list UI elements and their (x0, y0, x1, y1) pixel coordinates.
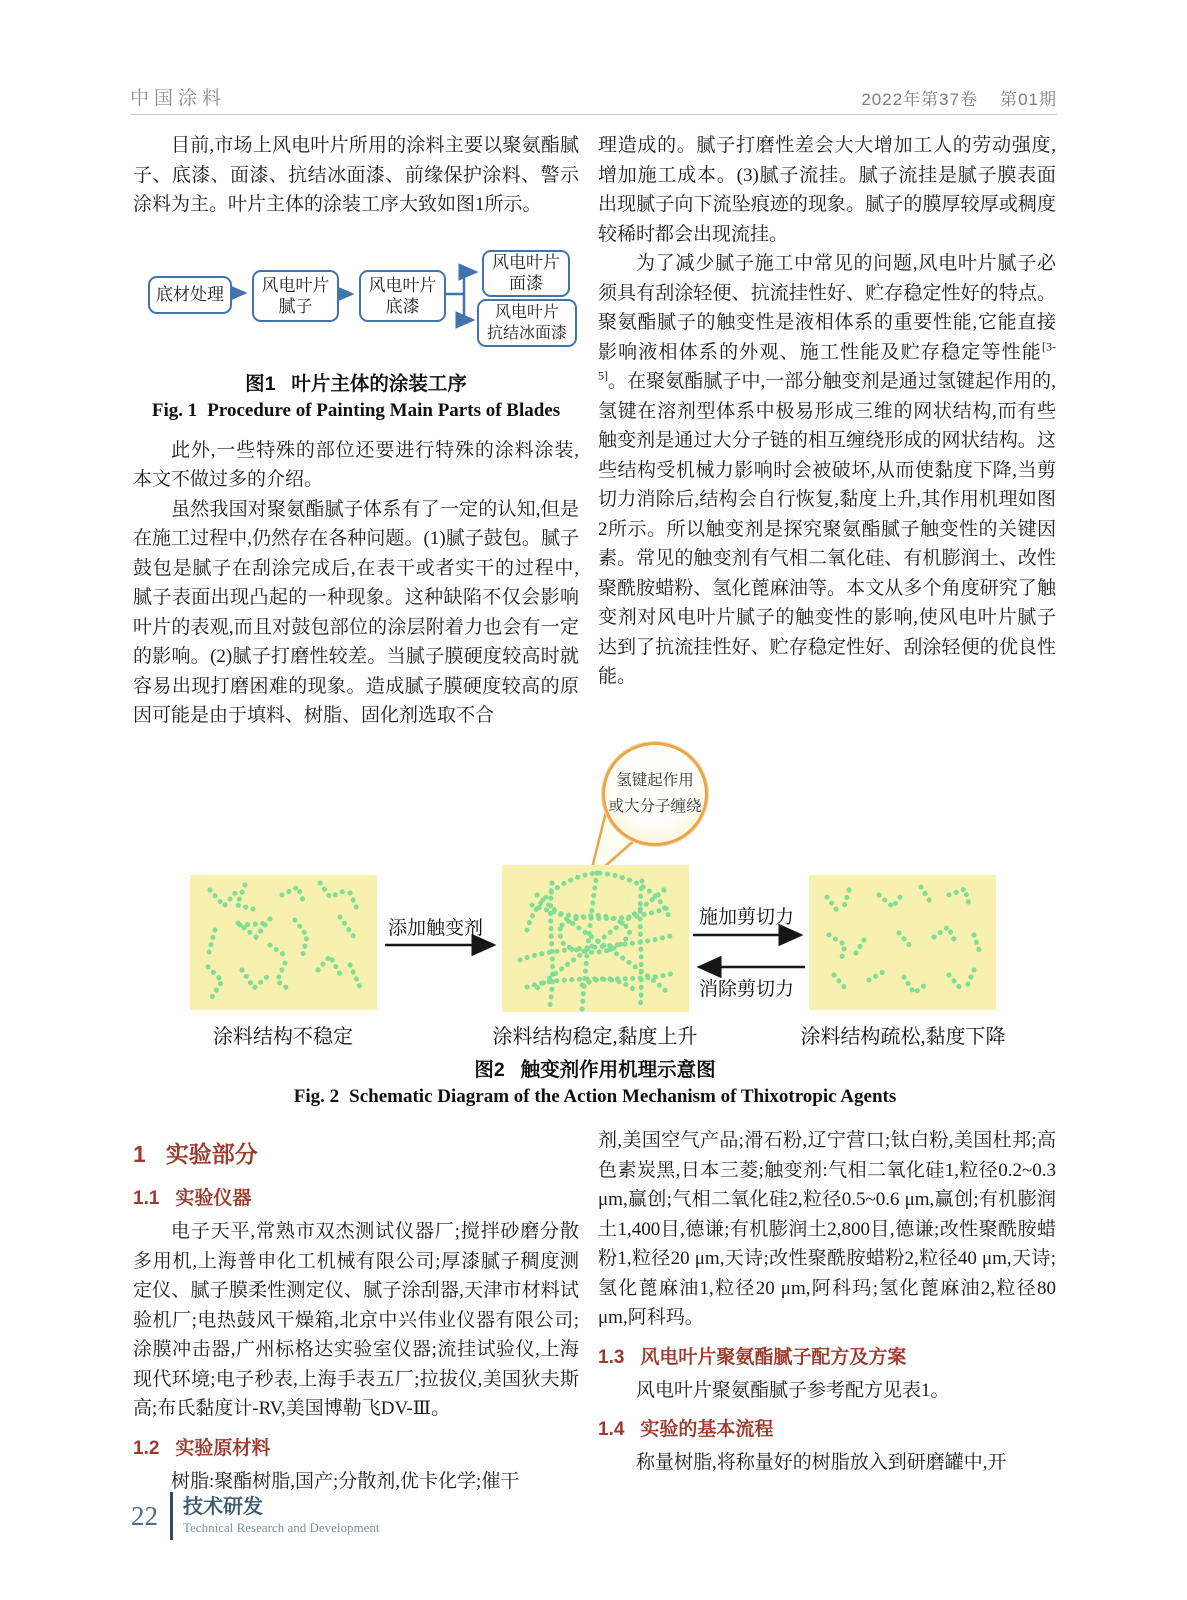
section-heading-1 (133, 1136, 579, 1169)
page-header (130, 84, 1057, 115)
box-label-stable: 涂料结构稳定,黏度上升 (492, 1026, 698, 1048)
journal-name: 中国涂料 (130, 88, 227, 109)
issue-info (861, 85, 1057, 114)
footer-divider-bar (170, 1492, 173, 1540)
section-heading-1-3 (598, 1342, 1056, 1369)
figure2-block (133, 722, 1057, 1108)
structure-box-unstable (190, 875, 377, 1010)
right-column (598, 131, 1056, 692)
section-heading-1-2 (133, 1433, 579, 1460)
arrow-label-remove-shear: 消除剪切力 (698, 979, 794, 1000)
paragraph: 此外,一些特殊的部位还要进行特殊的涂料涂装,本文不做过多的介绍。 (133, 439, 579, 490)
polymer-chains-unstable-illustration (190, 875, 377, 1010)
structure-box-loose (809, 875, 996, 1010)
paragraph (598, 249, 1056, 692)
flow-box-topcoat (482, 250, 570, 297)
arrow-label-apply-shear: 施加剪切力 (698, 907, 794, 928)
page-number: 22 (131, 1500, 158, 1531)
figure1-title-en: Procedure of Painting Main Parts of Blades (207, 399, 561, 421)
flow-box-label: 风电叶片 (368, 275, 437, 295)
figure1-caption-zh (133, 368, 579, 396)
page-footer (131, 1492, 380, 1540)
left-column (133, 131, 579, 731)
figure2-caption-zh (133, 1054, 1057, 1082)
box-label-loose: 涂料结构疏松,黏度下降 (800, 1026, 1006, 1048)
figure1-number-en: Fig. 1 (151, 399, 198, 421)
figure2-number: 图2 (474, 1059, 505, 1081)
flow-box-label: 腻子 (278, 296, 313, 316)
section-title: 实验部分 (165, 1141, 258, 1167)
figure2-number-en: Fig. 2 (293, 1086, 340, 1107)
box-label-unstable: 涂料结构不稳定 (213, 1026, 353, 1048)
paragraph: 剂,美国空气产品;滑石粉,辽宁营口;钛白粉,美国杜邦;高色素炭黑,日本三菱;触变剂:气相二氧化硅1,粒径0.2~0.3 μm,赢创;气相二氧化硅2,粒径0.5~0.6 μm,赢创;有机膨润土1,400目,德谦;有机膨润土2,800目,德谦;改性聚酰胺蜡粉1,粒径20 μm,天诗;改性聚酰胺蜡粉2,粒径40 μm,天诗;氢化蓖麻油1,粒径20 μm,阿科玛;氢化蓖麻油2,粒径80 μm,阿科玛。 (598, 1130, 1056, 1328)
issue-volume: 2022年第37卷 (861, 90, 979, 109)
callout-line1: 氢键起作用 (616, 772, 694, 789)
section-heading-1-1 (133, 1183, 579, 1210)
flow-box-label: 底材处理 (156, 285, 224, 304)
figure2-title-en: Schematic Diagram of the Action Mechanism of Thixotropic Agents (349, 1086, 897, 1107)
section-number: 1.2 (133, 1437, 160, 1459)
section-number: 1.3 (598, 1346, 625, 1368)
paragraph: 称量树脂,将称量好的树脂放入到研磨罐中,开 (636, 1452, 1007, 1473)
arrow-label-add-thixotrope: 添加触变剂 (387, 918, 483, 939)
paragraph: 电子天平,常熟市双杰测试仪器厂;搅拌砂磨分散多用机,上海普申化工机械有限公司;厚漆腻子稠度测定仪、腻子膜柔性测定仪、腻子涂刮器,天津市材料试验机厂;电热鼓风干燥箱,北京中兴伟业仪器有限公司;涂膜冲击器,广州标格达实验室仪器;流挂试验仪,上海现代环境;电子秒表,上海手表五厂;拉拔仪,美国狄夫斯高;布氏黏度计-RV,美国博勒飞DV-Ⅲ。 (133, 1221, 579, 1419)
citation-superscript: [3-5] (598, 339, 1056, 383)
flow-box-putty (252, 270, 339, 322)
figure1-caption-en (133, 400, 579, 422)
flow-box-label: 风电叶片 (494, 303, 559, 321)
paragraph: 理造成的。腻子打磨性差会大大增加工人的劳动强度,增加施工成本。(3)腻子流挂。腻子流挂是腻子膜表面出现腻子向下流坠痕迹的现象。腻子的膜厚较厚或稠度较稀时都会出现流挂。 (598, 135, 1056, 245)
figure2-schematic (133, 722, 1057, 1052)
flow-box-label: 底漆 (385, 296, 420, 316)
paragraph: 树脂:聚酯树脂,国产;分散剂,优卡化学;催干 (171, 1470, 520, 1492)
paragraph-text: 为了减少腻子施工中常见的问题,风电叶片腻子必须具有刮涂轻便、抗流挂性好、贮存稳定性好的特点。聚氨酯腻子的触变性是液相体系的重要性能,它能直接影响液相体系的外观、施工性能及贮存稳定等性能 (598, 253, 1056, 363)
flow-box-substrate (148, 276, 232, 314)
callout-bubble (602, 742, 708, 846)
figure1-title: 叶片主体的涂装工序 (291, 372, 467, 395)
flow-box-label: 风电叶片 (261, 275, 330, 295)
figure1-number: 图1 (245, 372, 276, 395)
section-number: 1 (133, 1141, 146, 1167)
footer-department-zh: 技术研发 (183, 1496, 263, 1518)
footer-department (183, 1495, 380, 1537)
section-title: 实验原材料 (175, 1437, 271, 1459)
section-right-column (598, 1126, 1056, 1478)
polymer-network-illustration (502, 865, 689, 1012)
section-number: 1.4 (598, 1419, 625, 1440)
section-left-column (133, 1126, 579, 1496)
structure-box-stable (502, 865, 689, 1012)
figure2-caption-en (133, 1086, 1057, 1108)
figure1-flowchart (133, 246, 579, 356)
flow-box-anti-icing (477, 299, 577, 347)
callout-line2: 或大分子缠绕 (608, 798, 702, 815)
section-title: 实验仪器 (175, 1188, 252, 1209)
issue-number: 第01期 (1000, 90, 1057, 109)
section-number: 1.1 (133, 1188, 160, 1209)
flow-box-label: 面漆 (509, 274, 543, 293)
flow-box-label: 抗结冰面漆 (486, 324, 567, 342)
footer-department-en: Technical Research and Development (183, 1520, 380, 1535)
flow-box-label: 风电叶片 (492, 253, 560, 272)
paragraph-text: 。在聚氨酯腻子中,一部分触变剂是通过氢键起作用的,氢键在溶剂型体系中极易形成三维的网状结构,而有些触变剂是通过大分子链的相互缠绕形成的网状结构。这些结构受机械力影响时会被破坏,从而使黏度下降,当剪切力消除后,结构会自行恢复,黏度上升,其作用机理如图2所示。所以触变剂是探究聚氨酯腻子触变性的关键因素。常见的触变剂有气相二氧化硅、有机膨润土、改性聚酰胺蜡粉、氢化蓖麻油等。本文从多个角度研究了触变剂对风电叶片腻子的触变性的影响,使风电叶片腻子达到了抗流挂性好、贮存稳定性好、刮涂轻便的优良性能。 (598, 371, 1056, 687)
polymer-chains-loose-illustration (809, 875, 996, 1010)
paragraph: 虽然我国对聚氨酯腻子体系有了一定的认知,但是在施工过程中,仍然存在各种问题。(1)腻子鼓包。腻子鼓包是腻子在刮涂完成后,在表干或者实干的过程中,腻子表面出现凸起的一种现象。这种缺陷不仅会影响叶片的表观,而且对鼓包部位的涂层附着力也会有一定的影响。(2)腻子打磨性较差。当腻子膜硬度较高时就容易出现打磨困难的现象。造成腻子膜硬度较高的原因可能是由于填料、树脂、固化剂选取不合 (133, 498, 579, 726)
figure2-title: 触变剂作用机理示意图 (520, 1059, 716, 1081)
section-title: 风电叶片聚氨酯腻子配方及方案 (640, 1346, 907, 1368)
paragraph: 风电叶片聚氨酯腻子参考配方见表1。 (636, 1379, 950, 1401)
paragraph: 目前,市场上风电叶片所用的涂料主要以聚氨酯腻子、底漆、面漆、抗结冰面漆、前缘保护涂料、警示涂料为主。叶片主体的涂装工序大致如图1所示。 (133, 135, 579, 215)
section-title: 实验的基本流程 (640, 1419, 774, 1440)
section-heading-1-4 (598, 1414, 1056, 1441)
flow-box-primer (359, 270, 446, 322)
